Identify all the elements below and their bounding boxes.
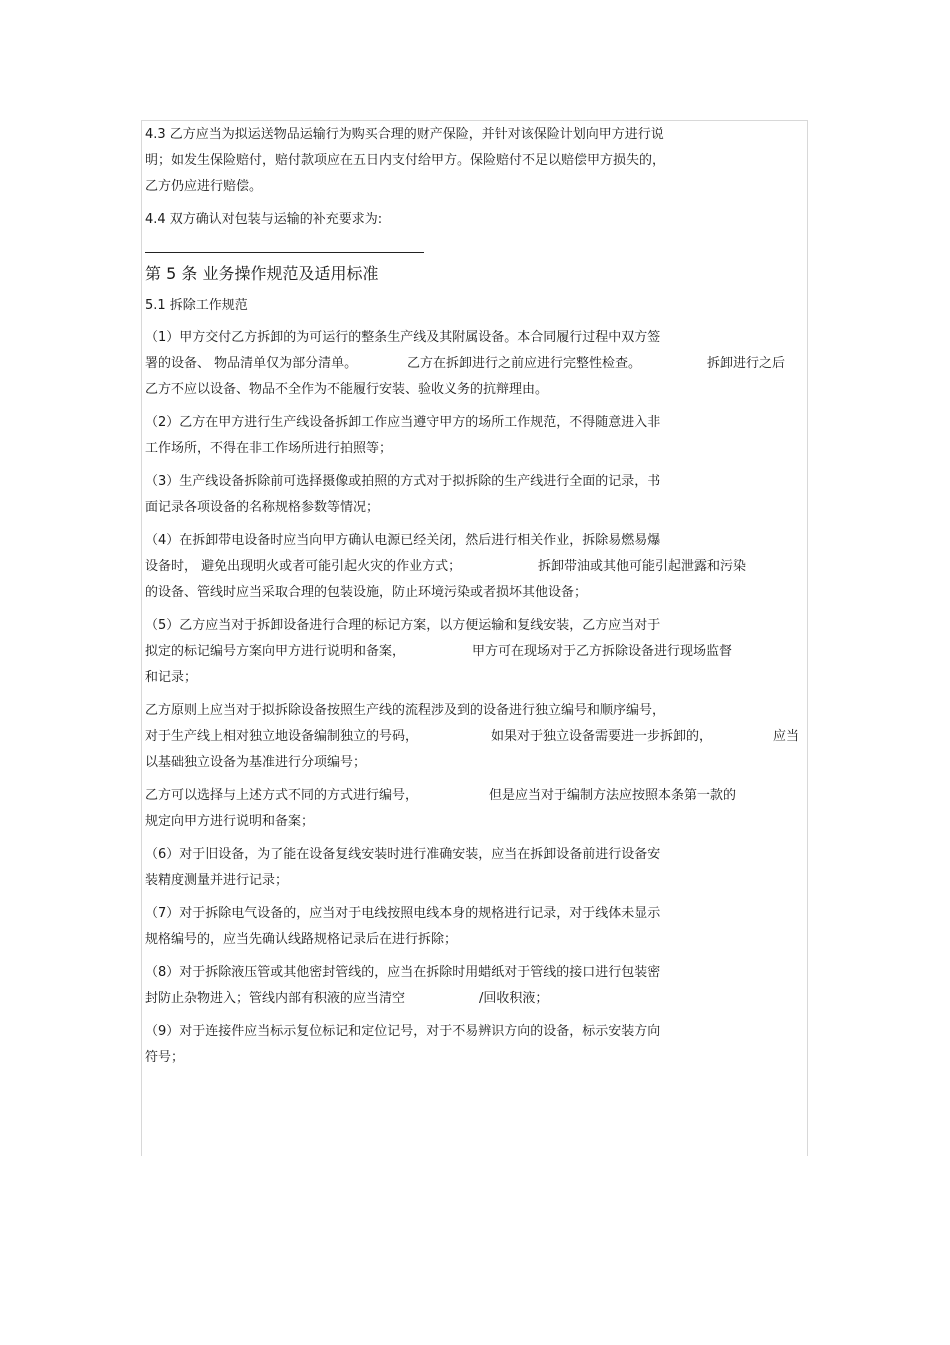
- item-4-line-2: [145, 554, 805, 580]
- para-4-3-line-3: 乙方仍应进行赔偿。: [145, 179, 263, 194]
- para-4-3-line-1: 4.3 乙方应当为拟运送物品运输行为购买合理的财产保险，并针对该保险计划向甲方进行说: [145, 127, 664, 142]
- item-1-line-3: 乙方不应以设备、物品不全作为不能履行安装、验收义务的抗辩理由。: [145, 382, 549, 397]
- numbering-para-line-2-c: 应当: [773, 729, 800, 744]
- item-5-line-1: （5）乙方应当对于拆卸设备进行合理的标记方案，以方便运输和复线安装，乙方应当对于: [145, 618, 661, 633]
- item-4-line-3: 的设备、管线时应当采取合理的包装设施，防止环境污染或者损坏其他设备；: [145, 585, 588, 600]
- item-7-line-2: 规格编号的，应当先确认线路规格记录后在进行拆除；: [145, 932, 458, 947]
- item-9-line-2: 符号；: [145, 1050, 185, 1065]
- numbering-para-line-1: 乙方原则上应当对于拟拆除设备按照生产线的流程涉及到的设备进行独立编号和顺序编号，: [145, 703, 666, 718]
- item-7-line-1: （7）对于拆除电气设备的，应当对于电线按照电线本身的规格进行记录，对于线体未显示: [145, 906, 661, 921]
- alt-numbering-para-line-1: [145, 783, 805, 809]
- item-5-line-2-b: 甲方可在现场对于乙方拆除设备进行现场监督: [472, 644, 733, 659]
- para-4-3-line-2: 明；如发生保险赔付，赔付款项应在五日内支付给甲方。保险赔付不足以赔偿甲方损失的，: [145, 153, 666, 168]
- item-6-line-2: 装精度测量并进行记录；: [145, 873, 289, 888]
- item-3-line-1: （3）生产线设备拆除前可选择摄像或拍照的方式对于拟拆除的生产线进行全面的记录，书: [145, 474, 661, 489]
- item-4-line-2-b: 拆卸带油或其他可能引起泄露和污染: [538, 559, 747, 574]
- item-1-line-2-a: 署的设备、 物品清单仅为部分清单。: [145, 356, 358, 371]
- item-8-line-1: （8）对于拆除液压管或其他密封管线的，应当在拆除时用蜡纸对于管线的接口进行包装密: [145, 965, 661, 980]
- item-6-line-1: （6）对于旧设备，为了能在设备复线安装时进行准确安装，应当在拆卸设备前进行设备安: [145, 847, 661, 862]
- document-body: [145, 122, 805, 1071]
- numbering-para-line-3: 以基础独立设备为基准进行分项编号；: [145, 755, 367, 770]
- item-1-line-2: [145, 351, 805, 377]
- item-1-line-2-b: 乙方在拆卸进行之前应进行完整性检查。: [407, 356, 642, 371]
- item-5-line-3: 和记录；: [145, 670, 198, 685]
- item-8-line-2-a: 封防止杂物进入；管线内部有积液的应当清空: [145, 991, 406, 1006]
- item-8-line-2: [145, 986, 805, 1012]
- numbering-para-line-2-a: 对于生产线上相对独立地设备编制独立的号码，: [145, 729, 419, 744]
- fill-in-blank-line: [145, 252, 424, 253]
- item-5-line-2-a: 拟定的标记编号方案向甲方进行说明和备案，: [145, 644, 406, 659]
- item-5-line-2: [145, 639, 805, 665]
- item-9-line-1: （9）对于连接件应当标示复位标记和定位记号，对于不易辨识方向的设备，标示安装方向: [145, 1024, 661, 1039]
- section-5-1-title: 5.1 拆除工作规范: [145, 298, 248, 313]
- para-4-4: 4.4 双方确认对包装与运输的补充要求为:: [145, 212, 383, 227]
- numbering-para-line-2-b: 如果对于独立设备需要进一步拆卸的，: [491, 729, 713, 744]
- item-2-line-2: 工作场所，不得在非工作场所进行拍照等；: [145, 441, 393, 456]
- item-4-line-1: （4）在拆卸带电设备时应当向甲方确认电源已经关闭，然后进行相关作业，拆除易燃易爆: [145, 533, 661, 548]
- item-8-line-2-b: /回收积液；: [479, 991, 549, 1006]
- alt-numbering-para-line-2: 规定向甲方进行说明和备案；: [145, 814, 315, 829]
- item-1-line-2-c: 拆卸进行之后: [707, 356, 786, 371]
- article-5-title: 第 5 条 业务操作规范及适用标准: [145, 264, 379, 283]
- item-2-line-1: （2）乙方在甲方进行生产线设备拆卸工作应当遵守甲方的场所工作规范，不得随意进入非: [145, 415, 661, 430]
- item-4-line-2-a: 设备时， 避免出现明火或者可能引起火灾的作业方式；: [145, 559, 462, 574]
- item-3-line-2: 面记录各项设备的名称规格参数等情况；: [145, 500, 380, 515]
- item-1-line-1: （1）甲方交付乙方拆卸的为可运行的整条生产线及其附属设备。本合同履行过程中双方签: [145, 330, 661, 345]
- alt-numbering-para-line-1-b: 但是应当对于编制方法应按照本条第一款的: [489, 788, 737, 803]
- alt-numbering-para-line-1-a: 乙方可以选择与上述方式不同的方式进行编号，: [145, 788, 419, 803]
- numbering-para-line-2: [145, 724, 805, 750]
